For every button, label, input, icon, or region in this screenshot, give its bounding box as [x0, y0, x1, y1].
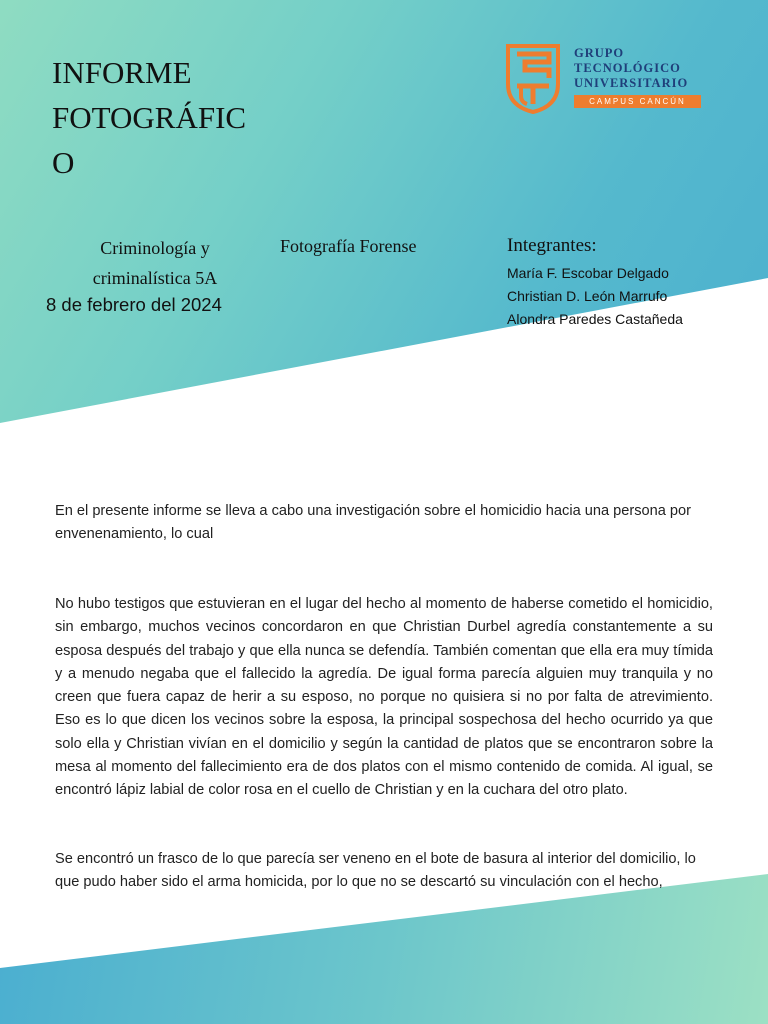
logo-line: UNIVERSITARIO: [574, 76, 689, 90]
logo-campus-badge: CAMPUS CANCÚN: [574, 95, 701, 108]
logo-wordmark: [574, 46, 688, 91]
member-name: Christian D. León Marrufo: [507, 288, 668, 304]
institution-logo: [505, 44, 705, 116]
report-date: 8 de febrero del 2024: [46, 294, 222, 315]
title-line: INFORME: [52, 55, 192, 90]
course-line: Criminología y: [100, 238, 210, 258]
intro-paragraph: En el presente informe se lleva a cabo una investigación sobre el homicidio hacia una persona por envenenamiento, lo cual: [55, 503, 692, 543]
member-name: María F. Escobar Delgado: [507, 265, 669, 281]
evidence-paragraph: Se encontró un frasco de lo que parecía ser veneno en el bote de basura al interior del domicilio, lo que pudo haber sido el arma homicida, por lo que no se descartó su vinculación con el hecho,: [55, 851, 696, 891]
members-heading: Integrantes:: [507, 235, 597, 256]
title-line: O: [52, 145, 75, 180]
subject-name: Fotografía Forense: [280, 236, 417, 256]
member-name: Alondra Paredes Castañeda: [507, 311, 683, 327]
document-title: [52, 50, 282, 185]
gtu-shield-logo-icon: [505, 44, 561, 114]
logo-line: TECNOLÓGICO: [574, 61, 681, 75]
members-list: [507, 262, 683, 331]
logo-line: GRUPO: [574, 46, 625, 60]
title-line: FOTOGRÁFIC: [52, 100, 247, 135]
witness-paragraph: No hubo testigos que estuvieran en el lugar del hecho al momento de haberse cometido el homicidio, sin embargo, muchos vecinos concordaron en que Christian Durbel agredía constantemente a su esposa después del trabajo y que ella nunca se defendía. También comentan que ella era muy tímida y a menudo negaba que el fallecido la agredía. De igual forma parecía alguien muy tranquila y no creen que fuera capaz de herir a su esposo, no porque no quisiera si no por falta de atrevimiento. Eso es lo que dicen los vecinos sobre la esposa, la principal sospechosa del hecho ocurrido ya que solo ella y Christian vivían en el domicilio y según la cantidad de platos que se encontraron sobre la mesa al momento del fallecimiento era de dos platos con el mismo contenido de comida. Al igual, se encontró lápiz labial de color rosa en el cuello de Christian y en la cuchara del otro plato.: [55, 596, 713, 799]
course-line: criminalística 5A: [92, 268, 218, 288]
